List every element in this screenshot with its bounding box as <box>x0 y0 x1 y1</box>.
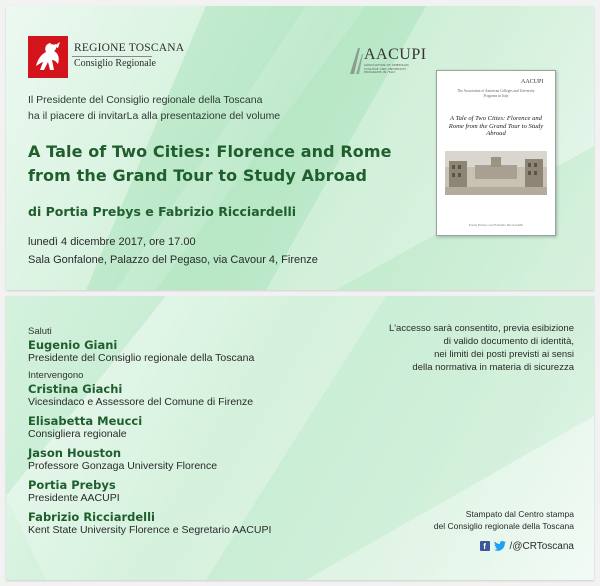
org-name: REGIONE TOSCANA <box>74 42 185 54</box>
speaker-role: Kent State University Florence e Segretario AACUPI <box>28 524 272 536</box>
print-credit-line: del Consiglio regionale della Toscana <box>433 521 574 531</box>
book-cover-title: A Tale of Two Cities: Florence and Rome from the Grand Tour to Study Abroad <box>448 115 544 138</box>
social-links <box>480 540 574 552</box>
print-credit-line: Stampato dal Centro stampa <box>465 509 574 519</box>
partner-tagline: ASSOCIATION OF AMERICAN COLLEGE AND UNIVERSITY PROGRAMS IN ITALY <box>364 63 409 74</box>
notice-line: L'accesso sarà consentito, previa esibizione <box>388 323 574 334</box>
twitter-icon[interactable] <box>494 541 506 551</box>
intervengono-label: Intervengono <box>28 370 84 381</box>
notice-line: della normativa in materia di sicurezza <box>412 362 574 373</box>
speaker-block <box>28 338 348 364</box>
print-credit <box>354 508 574 532</box>
speaker-role: Consigliera regionale <box>28 428 127 440</box>
book-cover-illustration <box>445 151 547 195</box>
speaker-name: Elisabetta Meucci <box>28 414 143 428</box>
speaker-block <box>28 414 348 440</box>
speaker-role: Vicesindaco e Assessore del Comune di Firenze <box>28 396 254 408</box>
org-divider <box>72 56 152 57</box>
book-cover <box>436 70 556 236</box>
speaker-block <box>28 446 348 472</box>
speaker-role: Professore Gonzaga University Florence <box>28 460 218 472</box>
speaker-role: Presidente AACUPI <box>28 492 120 504</box>
event-date-time: lunedì 4 dicembre 2017, ore 17.00 <box>28 236 196 248</box>
book-title: A Tale of Two Cities: Florence and Rome from the Grand Tour to Study Abroad <box>28 142 392 185</box>
book-authors: di Portia Prebys e Fabrizio Ricciardelli <box>28 204 297 219</box>
social-handle[interactable]: /@CRToscana <box>509 540 574 552</box>
regione-toscana-logo <box>28 36 68 78</box>
book-cover-editors: Portia Prebys and Fabrizio Ricciardelli <box>468 223 524 227</box>
access-notice <box>334 322 574 374</box>
speaker-name: Eugenio Giani <box>28 338 118 352</box>
notice-line: nei limiti dei posti previsti ai sensi <box>434 349 574 360</box>
facebook-icon[interactable]: f <box>480 541 490 551</box>
invitation-line-2: ha il piacere di invitarLa alla presentazione del volume <box>28 110 281 122</box>
invitation-card <box>6 6 594 290</box>
notice-line: di valido documento di identità, <box>443 336 574 347</box>
speaker-role: Presidente del Consiglio regionale della Toscana <box>28 352 255 364</box>
partner-logo-text: AACUPI <box>364 46 427 63</box>
org-subname: Consiglio Regionale <box>74 58 156 69</box>
speaker-name: Cristina Giachi <box>28 382 123 396</box>
program-card <box>6 296 594 580</box>
speaker-name: Portia Prebys <box>28 478 116 492</box>
program-list <box>28 326 348 542</box>
invitation-line-1: Il Presidente del Consiglio regionale della Toscana <box>28 94 263 106</box>
speaker-block <box>28 382 348 408</box>
speaker-block <box>28 478 348 504</box>
saluti-label: Saluti <box>28 326 52 337</box>
speaker-name: Fabrizio Ricciardelli <box>28 510 155 524</box>
event-venue: Sala Gonfalone, Palazzo del Pegaso, via Cavour 4, Firenze <box>28 254 318 266</box>
speaker-name: Jason Houston <box>28 446 122 460</box>
book-cover-subtitle: The Association of American Colleges and University Programs in Italy <box>457 89 535 98</box>
speaker-block <box>28 510 348 536</box>
book-cover-publisher: AACUPI <box>521 79 544 85</box>
